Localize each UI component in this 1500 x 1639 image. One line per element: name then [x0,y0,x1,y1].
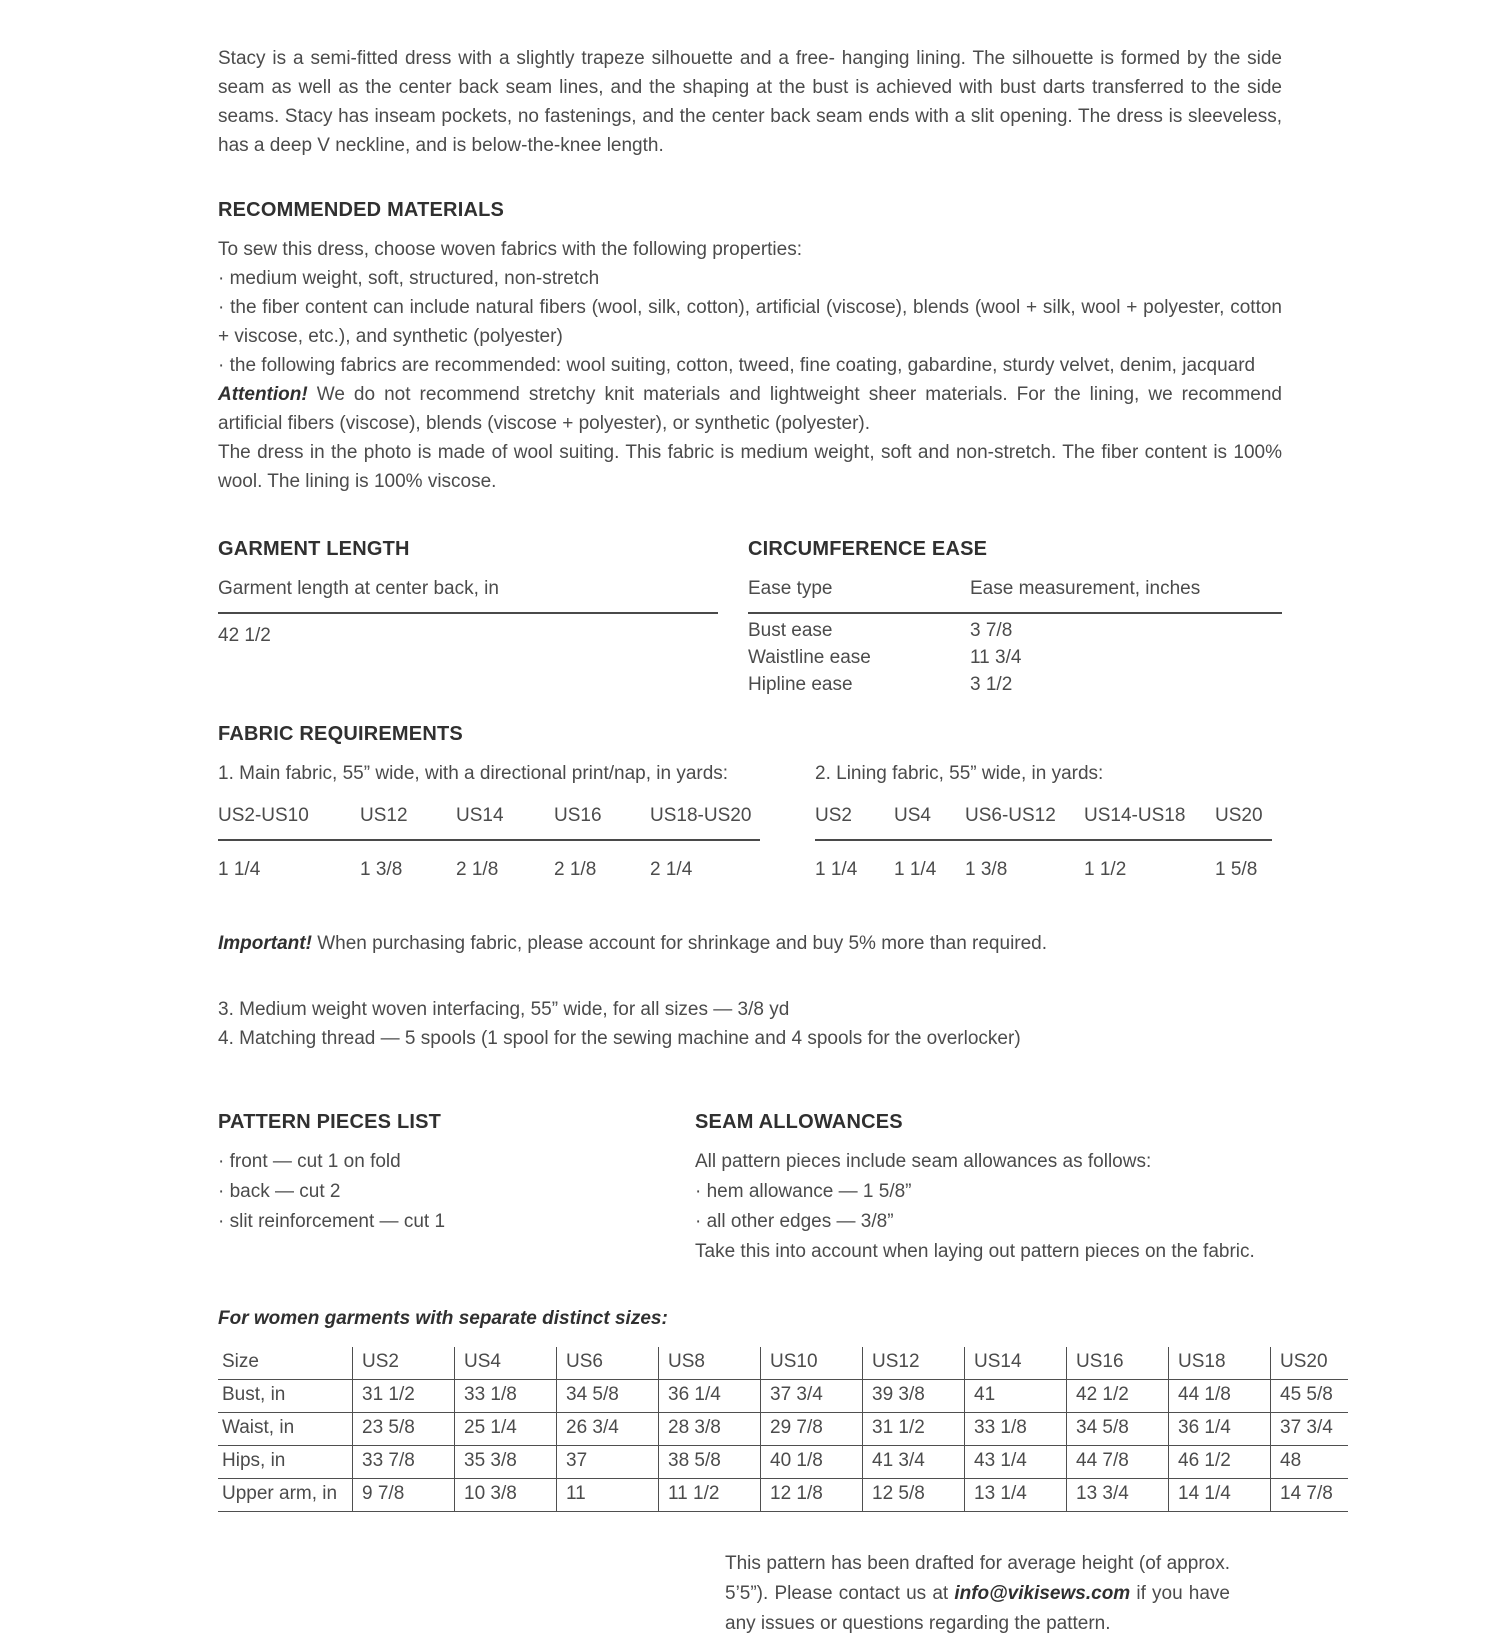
table-cell: 34 5/8 [1067,1413,1169,1446]
lining-fabric-header-row [815,799,1272,840]
lining-fabric-size-header: US6-US12 [965,799,1084,840]
table-cell: 37 [557,1446,659,1479]
table-cell: 33 1/8 [455,1380,557,1413]
seam-note: Take this into account when laying out pattern pieces on the fabric. [695,1241,1255,1262]
size-chart-header: Size [218,1347,353,1380]
table-cell: 14 7/8 [1271,1479,1349,1512]
table-cell: Bust, in [218,1380,353,1413]
table-cell: 37 3/4 [761,1380,863,1413]
table-cell: 45 5/8 [1271,1380,1349,1413]
main-fabric-header-row [218,799,760,840]
table-cell: 11 1/2 [659,1479,761,1512]
table-row [748,613,1282,641]
table-cell: Upper arm, in [218,1479,353,1512]
recommended-materials-title: RECOMMENDED MATERIALS [218,199,505,221]
size-chart-table [218,1347,1348,1512]
main-fabric-size-header: US16 [554,799,650,840]
ease-header-row [748,574,1282,613]
lining-fabric-yardage-value: 1 3/8 [965,859,1008,880]
seam-item: · all other edges — 3/8” [695,1211,894,1232]
table-cell: 36 1/4 [659,1380,761,1413]
footer-text-post: if you have any issues or questions regarding the pattern. [725,1583,1230,1634]
photo-fabric-note: The dress in the photo is made of wool suiting. This fabric is medium weight, soft and non-stretch. The fiber content is 100% wool. The lining is 100% viscose. [218,442,1282,492]
table-cell: 36 1/4 [1169,1413,1271,1446]
table-row [218,1380,1348,1413]
table-cell: Hipline ease [748,674,853,695]
important-label: Important! [218,933,312,954]
lining-fabric-table [815,799,1272,884]
important-note [218,929,1282,958]
fabric-requirements-section [218,721,1282,1053]
main-fabric-block [218,759,815,884]
table-cell: 13 3/4 [1067,1479,1169,1512]
thread-item: 4. Matching thread — 5 spools (1 spool for the sewing machine and 4 spools for the overlocker) [218,1028,1021,1049]
table-row [218,1479,1348,1512]
table-cell: 48 [1271,1446,1349,1479]
fabric-requirements-title: FABRIC REQUIREMENTS [218,723,463,745]
table-cell: 12 5/8 [863,1479,965,1512]
size-chart-header: US4 [455,1347,557,1380]
contact-email: info@vikisews.com [954,1583,1131,1604]
table-cell: 28 3/8 [659,1413,761,1446]
main-fabric-caption: 1. Main fabric, 55” wide, with a directional print/nap, in yards: [218,763,729,784]
table-row [218,1446,1348,1479]
lining-fabric-size-header: US20 [1215,799,1272,840]
recommended-materials-section [218,197,1282,496]
materials-bullet: · the following fabrics are recommended: wool suiting, cotton, tweed, fine coating, gabardine, sturdy velvet, denim, jacquard [218,355,1256,376]
pattern-piece-item: · slit reinforcement — cut 1 [218,1211,446,1232]
table-cell: 44 7/8 [1067,1446,1169,1479]
table-cell: 37 3/4 [1271,1413,1349,1446]
attention-text: We do not recommend stretchy knit materials and lightweight sheer materials. For the lining, we recommend artificial fibers (viscose), blends (viscose + polyester), or synthetic (polyester). [218,384,1282,434]
table-cell: 13 1/4 [965,1479,1067,1512]
main-fabric-yardage-value: 1 1/4 [218,859,261,880]
ease-measurement-header: Ease measurement, inches [970,574,1282,613]
table-cell: Bust ease [748,620,833,641]
size-chart-section [218,1304,1333,1512]
garment-length-block [218,536,718,695]
table-row [218,1413,1348,1446]
table-cell: 10 3/8 [455,1479,557,1512]
interfacing-item: 3. Medium weight woven interfacing, 55” wide, for all sizes — 3/8 yd [218,999,790,1020]
attention-label: Attention! [218,384,308,405]
size-chart-header-row [218,1347,1348,1380]
table-cell: 39 3/8 [863,1380,965,1413]
length-and-ease-section [218,536,1282,695]
table-cell: Waistline ease [748,647,871,668]
size-chart-header: US12 [863,1347,965,1380]
size-chart-caption: For women garments with separate distinct sizes: [218,1308,668,1329]
main-fabric-yardage-value: 1 3/8 [360,859,403,880]
fabric-tables-row [218,759,1282,884]
table-cell: 33 1/8 [965,1413,1067,1446]
pattern-piece-item: · front — cut 1 on fold [218,1151,401,1172]
table-cell: 46 1/2 [1169,1446,1271,1479]
main-fabric-size-header: US2-US10 [218,799,360,840]
table-cell: 41 3/4 [863,1446,965,1479]
intro-paragraph: Stacy is a semi-fitted dress with a slightly trapeze silhouette and a free- hanging lining. The silhouette is formed by the side seam as well as the center back seam lines, and the shaping at the bust is achieved with bust darts transferred to the side seams. Stacy has inseam pockets, no fastenings, and the center back seam ends with a slit opening. The dress is sleeveless, has a deep V neckline, and is below-the-knee length. [218,48,1282,156]
main-fabric-size-header: US18-US20 [650,799,760,840]
table-cell: 26 3/4 [557,1413,659,1446]
footer-contact-note [725,1549,1230,1639]
pieces-and-seam-section [218,1109,1282,1267]
seam-allowances-block [695,1109,1282,1267]
table-cell: 34 5/8 [557,1380,659,1413]
table-cell: 14 1/4 [1169,1479,1271,1512]
main-fabric-values-row [218,840,760,884]
circumference-ease-block [748,536,1282,695]
main-fabric-table [218,799,760,884]
circumference-ease-title: CIRCUMFERENCE EASE [748,538,988,560]
main-fabric-yardage-value: 2 1/8 [456,859,499,880]
lining-fabric-size-header: US4 [894,799,965,840]
materials-bullet: · medium weight, soft, structured, non-stretch [218,268,600,289]
table-cell: 3 7/8 [970,620,1013,641]
table-cell: Waist, in [218,1413,353,1446]
table-cell: 38 5/8 [659,1446,761,1479]
table-cell: 25 1/4 [455,1413,557,1446]
materials-lead: To sew this dress, choose woven fabrics with the following properties: [218,239,802,260]
seam-item: · hem allowance — 1 5/8” [695,1181,912,1202]
lining-fabric-size-header: US2 [815,799,894,840]
pattern-pieces-title: PATTERN PIECES LIST [218,1111,442,1133]
table-cell: 44 1/8 [1169,1380,1271,1413]
table-cell: 29 7/8 [761,1413,863,1446]
seam-allowances-title: SEAM ALLOWANCES [695,1111,903,1133]
table-cell: 31 1/2 [863,1413,965,1446]
main-fabric-size-header: US14 [456,799,554,840]
size-chart-header: US20 [1271,1347,1349,1380]
table-cell: Hips, in [218,1446,353,1479]
ease-table [748,574,1282,695]
lining-fabric-values-row [815,840,1272,884]
table-cell: 35 3/8 [455,1446,557,1479]
ease-table-body [748,613,1282,695]
table-cell: 40 1/8 [761,1446,863,1479]
table-cell: 9 7/8 [353,1479,455,1512]
lining-fabric-caption: 2. Lining fabric, 55” wide, in yards: [815,763,1104,784]
garment-length-title: GARMENT LENGTH [218,538,410,560]
footer-text-pre: This pattern has been drafted for average height (of approx. 5’5”). Please contact us at [725,1553,1230,1604]
table-cell: 41 [965,1380,1067,1413]
pattern-piece-item: · back — cut 2 [218,1181,341,1202]
pattern-pieces-block [218,1109,695,1267]
main-fabric-size-header: US12 [360,799,456,840]
seam-lead: All pattern pieces include seam allowances as follows: [695,1151,1152,1172]
important-text: When purchasing fabric, please account for shrinkage and buy 5% more than required. [311,933,1048,954]
main-fabric-yardage-value: 2 1/8 [554,859,597,880]
size-chart-header: US10 [761,1347,863,1380]
lining-fabric-yardage-value: 1 1/4 [815,859,858,880]
size-chart-header: US18 [1169,1347,1271,1380]
materials-bullet: · the fiber content can include natural fibers (wool, silk, cotton), artificial (viscose), blends (wool + silk, wool + polyester, cotton + viscose, etc.), and synthetic (polyester) [218,297,1282,347]
size-chart-header: US14 [965,1347,1067,1380]
table-cell: 43 1/4 [965,1446,1067,1479]
size-chart-header: US6 [557,1347,659,1380]
table-cell: 11 3/4 [970,647,1022,668]
size-chart-header: US8 [659,1347,761,1380]
table-cell: 42 1/2 [1067,1380,1169,1413]
table-cell: 31 1/2 [353,1380,455,1413]
lining-fabric-yardage-value: 1 5/8 [1215,859,1258,880]
table-cell: 23 5/8 [353,1413,455,1446]
garment-length-label: Garment length at center back, in [218,574,718,614]
lining-fabric-block [815,759,1282,884]
size-chart-header: US2 [353,1347,455,1380]
lining-fabric-yardage-value: 1 1/2 [1084,859,1127,880]
table-cell: 33 7/8 [353,1446,455,1479]
main-fabric-yardage-value: 2 1/4 [650,859,693,880]
lining-fabric-yardage-value: 1 1/4 [894,859,937,880]
size-chart-header: US16 [1067,1347,1169,1380]
garment-length-value: 42 1/2 [218,625,271,646]
size-chart-body [218,1380,1348,1512]
table-row [748,641,1282,668]
ease-type-header: Ease type [748,574,970,613]
lining-fabric-size-header: US14-US18 [1084,799,1215,840]
table-row [748,668,1282,695]
table-cell: 3 1/2 [970,674,1013,695]
attention-note [218,380,1282,438]
table-cell: 11 [557,1479,659,1512]
table-cell: 12 1/8 [761,1479,863,1512]
